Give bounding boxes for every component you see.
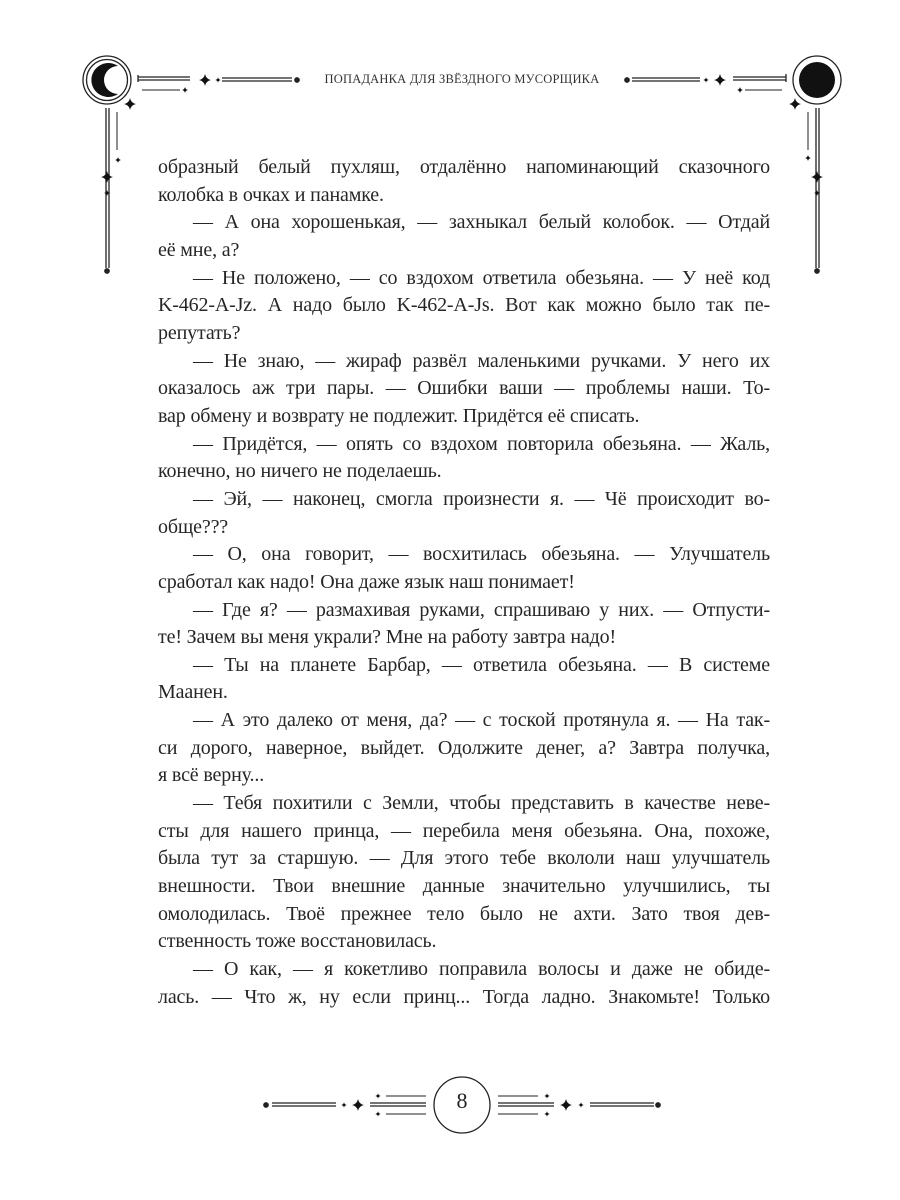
full-moon-icon xyxy=(793,56,841,104)
text-line: — А это далеко от меня, да? — с тоской протянула я. — На так- xyxy=(193,709,770,732)
text-line: обще??? xyxy=(158,515,229,538)
text-line: — Эй, — наконец, смогла произнести я. — Чё происходит во- xyxy=(193,487,770,510)
text-line: те! Зачем вы меня украли? Мне на работу завтра надо! xyxy=(158,626,617,649)
text-line: — О как, — я кокетливо поправила волосы и даже не обиде- xyxy=(193,958,770,981)
text-line: — Не знаю, — жираф развёл маленькими ручками. У него их xyxy=(193,349,770,372)
text-line: сты для нашего принца, — перебила меня обезьяна. Она, похоже, xyxy=(158,819,770,842)
text-line: образный белый пухляш, отдалённо напоминающий сказочного xyxy=(158,156,770,178)
text-line: — О, она говорит, — восхитилась обезьяна. — Улучшатель xyxy=(193,543,770,566)
page-number: 8 xyxy=(456,1088,468,1113)
text-line: — Где я? — размахивая руками, спрашиваю у них. — Отпусти- xyxy=(193,598,770,621)
running-head: ПОПАДАНКА ДЛЯ ЗВЁЗДНОГО МУСОРЩИКА xyxy=(324,72,600,86)
text-line: си дорого, наверное, выйдет. Одолжите денег, а? Завтра получка, xyxy=(158,736,770,759)
text-line: лась. — Что ж, ну если принц... Тогда ладно. Знакомьте! Только xyxy=(158,985,770,1008)
text-line: её мне, а? xyxy=(158,238,240,261)
text-line: — А она хорошенькая, — захныкал белый колобок. — Отдай xyxy=(193,211,770,234)
text-line: была тут за старшую. — Для этого тебе вкололи наш улучшатель xyxy=(158,847,770,870)
text-line: K-462-A-Jz. А надо было K-462-A-Js. Вот как можно было так пе- xyxy=(158,294,770,317)
text-line: конечно, но ничего не поделаешь. xyxy=(158,460,442,483)
text-line: — Тебя похитили с Земли, чтобы представить в качестве неве- xyxy=(193,792,770,815)
text-line: омолодилась. Твоё прежнее тело было не ахти. Зато твоя дев- xyxy=(158,902,770,925)
text-line: — Придётся, — опять со вздохом повторила обезьяна. — Жаль, xyxy=(193,432,770,455)
text-line: внешности. Твои внешние данные значительно улучшились, ты xyxy=(158,875,770,898)
text-line: — Не положено, — со вздохом ответила обезьяна. — У неё код xyxy=(193,266,770,289)
crescent-moon-icon xyxy=(83,56,131,104)
text-line: оказалось аж три пары. — Ошибки ваши — проблемы наши. То- xyxy=(158,377,770,400)
text-line: ственность тоже восстановилась. xyxy=(158,930,437,953)
text-line: репутать? xyxy=(158,321,241,344)
body-text xyxy=(158,154,770,1011)
text-line: я всё верну... xyxy=(158,764,265,787)
text-line: сработал как надо! Она даже язык наш понимает! xyxy=(158,570,575,593)
text-line: Маанен. xyxy=(158,681,228,704)
text-line: — Ты на планете Барбар, — ответила обезьяна. — В системе xyxy=(193,653,770,676)
text-line: вар обмену и возврату не подлежит. Придётся её списать. xyxy=(158,404,640,427)
text-line: колобка в очках и панамке. xyxy=(158,183,384,206)
